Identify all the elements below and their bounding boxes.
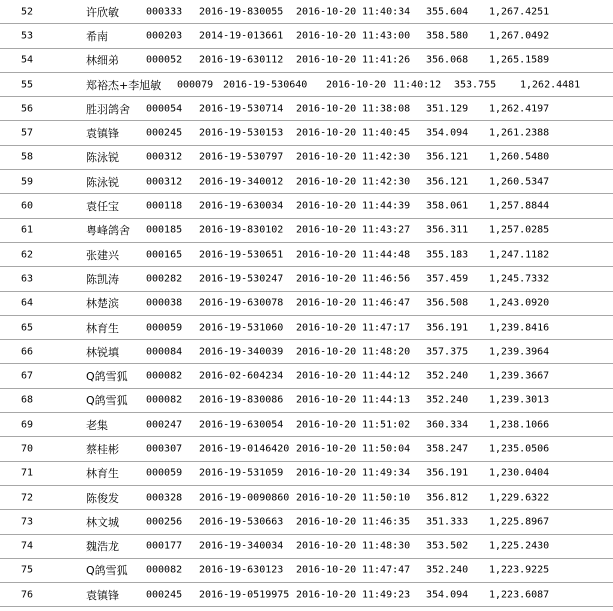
rank-cell: 70 (21, 443, 34, 455)
member-id-cell: 000079 (177, 79, 214, 91)
speed-cell: 1,238.1066 (489, 419, 550, 431)
speed-cell: 1,261.2388 (489, 127, 550, 139)
arrival-date-cell: 2016-10-20 (296, 394, 357, 406)
speed-cell: 1,265.1589 (489, 54, 550, 66)
owner-name-cell: 郑裕杰+李旭敏 (86, 78, 162, 92)
ring-number-cell: 2016-19-530651 (199, 249, 284, 261)
member-id-cell: 000307 (146, 443, 183, 455)
arrival-date-cell: 2016-10-20 (296, 467, 357, 479)
table-row (0, 535, 613, 559)
distance-cell: 356.121 (426, 176, 469, 188)
member-id-cell: 000203 (146, 30, 183, 42)
member-id-cell: 000165 (146, 249, 183, 261)
speed-cell: 1,260.5347 (489, 176, 550, 188)
owner-name-cell: 老集 (86, 418, 108, 432)
arrival-time-cell: 11:49:34 (362, 467, 411, 479)
arrival-time-cell: 11:49:23 (362, 589, 411, 601)
member-id-cell: 000052 (146, 54, 183, 66)
distance-cell: 358.061 (426, 200, 469, 212)
member-id-cell: 000118 (146, 200, 183, 212)
arrival-date-cell: 2016-10-20 (296, 151, 357, 163)
table-row (0, 267, 613, 291)
member-id-cell: 000084 (146, 346, 183, 358)
arrival-time-cell: 11:44:48 (362, 249, 411, 261)
arrival-time-cell: 11:50:04 (362, 443, 411, 455)
distance-cell: 356.311 (426, 224, 469, 236)
member-id-cell: 000185 (146, 224, 183, 236)
speed-cell: 1,247.1182 (489, 249, 550, 261)
table-row (0, 486, 613, 510)
owner-name-cell: 许欣敏 (86, 5, 119, 19)
owner-name-cell: 林文城 (86, 515, 119, 529)
ring-number-cell: 2016-19-340012 (199, 176, 284, 188)
speed-cell: 1,225.2430 (489, 540, 550, 552)
rank-cell: 63 (21, 273, 34, 285)
table-row (0, 243, 613, 267)
arrival-date-cell: 2016-10-20 (296, 564, 357, 576)
member-id-cell: 000245 (146, 127, 183, 139)
table-row (0, 340, 613, 364)
rank-cell: 59 (21, 176, 34, 188)
speed-cell: 1,223.9225 (489, 564, 550, 576)
arrival-time-cell: 11:44:13 (362, 394, 411, 406)
rank-cell: 60 (21, 200, 34, 212)
rank-cell: 61 (21, 224, 34, 236)
arrival-time-cell: 11:50:10 (362, 492, 411, 504)
rank-cell: 66 (21, 346, 34, 358)
speed-cell: 1,229.6322 (489, 492, 550, 504)
table-row (0, 364, 613, 388)
distance-cell: 356.121 (426, 151, 469, 163)
ring-number-cell: 2016-19-830086 (199, 394, 284, 406)
arrival-date-cell: 2016-10-20 (296, 589, 357, 601)
ring-number-cell: 2016-02-604234 (199, 370, 284, 382)
arrival-date-cell: 2016-10-20 (296, 492, 357, 504)
distance-cell: 356.191 (426, 467, 469, 479)
distance-cell: 354.094 (426, 127, 469, 139)
arrival-time-cell: 11:42:30 (362, 176, 411, 188)
table-row (0, 437, 613, 461)
speed-cell: 1,257.8844 (489, 200, 550, 212)
speed-cell: 1,267.0492 (489, 30, 550, 42)
speed-cell: 1,257.0285 (489, 224, 550, 236)
arrival-date-cell: 2016-10-20 (296, 419, 357, 431)
arrival-time-cell: 11:48:30 (362, 540, 411, 552)
ring-number-cell: 2016-19-530247 (199, 273, 284, 285)
ring-number-cell: 2016-19-630054 (199, 419, 284, 431)
rank-cell: 76 (21, 589, 34, 601)
arrival-time-cell: 11:46:35 (362, 516, 411, 528)
member-id-cell: 000082 (146, 370, 183, 382)
distance-cell: 356.068 (426, 54, 469, 66)
arrival-time-cell: 11:47:47 (362, 564, 411, 576)
arrival-time-cell: 11:40:12 (393, 79, 442, 91)
member-id-cell: 000059 (146, 467, 183, 479)
ring-number-cell: 2016-19-531060 (199, 322, 284, 333)
owner-name-cell: 林楚滨 (86, 297, 119, 311)
distance-cell: 353.502 (426, 540, 469, 552)
rank-cell: 72 (21, 492, 34, 504)
ring-number-cell: 2016-19-530663 (199, 516, 284, 528)
member-id-cell: 000312 (146, 151, 183, 163)
ring-number-cell: 2016-19-531059 (199, 467, 284, 479)
rank-cell: 69 (21, 419, 34, 431)
ring-number-cell: 2016-19-0146420 (199, 443, 290, 455)
table-row (0, 146, 613, 170)
distance-cell: 355.604 (426, 6, 469, 18)
speed-cell: 1,267.4251 (489, 6, 550, 18)
arrival-time-cell: 11:41:26 (362, 54, 411, 66)
speed-cell: 1,262.4197 (489, 103, 550, 115)
speed-cell: 1,243.0920 (489, 297, 550, 309)
arrival-time-cell: 11:43:00 (362, 30, 411, 42)
table-row (0, 316, 613, 340)
table-row (0, 73, 613, 97)
ring-number-cell: 2014-19-013661 (199, 30, 284, 42)
member-id-cell: 000312 (146, 176, 183, 188)
distance-cell: 360.334 (426, 419, 469, 431)
distance-cell: 354.094 (426, 589, 469, 601)
rank-cell: 75 (21, 564, 34, 576)
distance-cell: 356.508 (426, 297, 469, 309)
speed-cell: 1,262.4481 (520, 79, 581, 91)
arrival-date-cell: 2016-10-20 (296, 200, 357, 212)
arrival-time-cell: 11:51:02 (362, 419, 411, 431)
ring-number-cell: 2016-19-340039 (199, 346, 284, 358)
distance-cell: 352.240 (426, 394, 469, 406)
rank-cell: 57 (21, 127, 34, 139)
owner-name-cell: 希南 (86, 29, 108, 43)
speed-cell: 1,230.0404 (489, 467, 550, 479)
rank-cell: 54 (21, 54, 34, 66)
member-id-cell: 000082 (146, 394, 183, 406)
distance-cell: 353.755 (454, 79, 497, 91)
speed-cell: 1,239.8416 (489, 322, 550, 333)
arrival-date-cell: 2016-10-20 (296, 224, 357, 236)
owner-name-cell: 林锐填 (86, 345, 119, 359)
arrival-time-cell: 11:38:08 (362, 103, 411, 115)
rank-cell: 58 (21, 151, 34, 163)
speed-cell: 1,239.3013 (489, 394, 550, 406)
owner-name-cell: 林细弟 (86, 54, 119, 68)
distance-cell: 357.459 (426, 273, 469, 285)
ring-number-cell: 2016-19-530153 (199, 127, 284, 139)
owner-name-cell: 陈俊发 (86, 491, 119, 505)
table-row (0, 510, 613, 534)
table-row (0, 24, 613, 48)
owner-name-cell: Q鸽雪狐 (86, 394, 128, 408)
arrival-date-cell: 2016-10-20 (326, 79, 387, 91)
arrival-date-cell: 2016-10-20 (296, 6, 357, 18)
speed-cell: 1,245.7332 (489, 273, 550, 285)
arrival-date-cell: 2016-10-20 (296, 30, 357, 42)
table-row (0, 49, 613, 73)
ring-number-cell: 2016-19-830102 (199, 224, 284, 236)
table-row (0, 0, 613, 24)
arrival-time-cell: 11:48:20 (362, 346, 411, 358)
arrival-time-cell: 11:44:12 (362, 370, 411, 382)
distance-cell: 358.247 (426, 443, 469, 455)
owner-name-cell: 魏浩龙 (86, 540, 119, 554)
owner-name-cell: 陈泳锐 (86, 175, 119, 189)
rank-cell: 67 (21, 370, 34, 382)
owner-name-cell: 蔡桂彬 (86, 442, 119, 456)
ring-number-cell: 2016-19-340034 (199, 540, 284, 552)
arrival-date-cell: 2016-10-20 (296, 516, 357, 528)
rank-cell: 74 (21, 540, 34, 552)
ring-number-cell: 2016-19-530640 (223, 79, 308, 91)
distance-cell: 356.191 (426, 322, 469, 333)
ring-number-cell: 2016-19-630078 (199, 297, 284, 309)
rank-cell: 62 (21, 249, 34, 261)
owner-name-cell: 袁镇锋 (86, 127, 119, 141)
member-id-cell: 000256 (146, 516, 183, 528)
arrival-date-cell: 2016-10-20 (296, 249, 357, 261)
distance-cell: 351.129 (426, 103, 469, 115)
table-row (0, 170, 613, 194)
member-id-cell: 000328 (146, 492, 183, 504)
table-row (0, 462, 613, 486)
rank-cell: 52 (21, 6, 34, 18)
member-id-cell: 000082 (146, 564, 183, 576)
owner-name-cell: 袁任宝 (86, 200, 119, 214)
member-id-cell: 000059 (146, 322, 183, 333)
speed-cell: 1,260.5480 (489, 151, 550, 163)
member-id-cell: 000245 (146, 589, 183, 601)
distance-cell: 352.240 (426, 370, 469, 382)
rank-cell: 53 (21, 30, 34, 42)
speed-cell: 1,235.0506 (489, 443, 550, 455)
arrival-date-cell: 2016-10-20 (296, 176, 357, 188)
arrival-time-cell: 11:44:39 (362, 200, 411, 212)
member-id-cell: 000038 (146, 297, 183, 309)
table-row (0, 559, 613, 583)
arrival-time-cell: 11:46:47 (362, 297, 411, 309)
arrival-date-cell: 2016-10-20 (296, 370, 357, 382)
table-row (0, 389, 613, 413)
member-id-cell: 000333 (146, 6, 183, 18)
distance-cell: 355.183 (426, 249, 469, 261)
table-row (0, 583, 613, 607)
table-row (0, 292, 613, 316)
member-id-cell: 000282 (146, 273, 183, 285)
arrival-time-cell: 11:46:56 (362, 273, 411, 285)
speed-cell: 1,239.3964 (489, 346, 550, 358)
arrival-date-cell: 2016-10-20 (296, 346, 357, 358)
arrival-date-cell: 2016-10-20 (296, 103, 357, 115)
distance-cell: 358.580 (426, 30, 469, 42)
distance-cell: 357.375 (426, 346, 469, 358)
speed-cell: 1,223.6087 (489, 589, 550, 601)
ring-number-cell: 2016-19-530797 (199, 151, 284, 163)
ring-number-cell: 2016-19-630034 (199, 200, 284, 212)
member-id-cell: 000054 (146, 103, 183, 115)
table-row (0, 219, 613, 243)
rank-cell: 65 (21, 322, 34, 333)
table-row (0, 194, 613, 218)
arrival-date-cell: 2016-10-20 (296, 127, 357, 139)
arrival-time-cell: 11:40:34 (362, 6, 411, 18)
arrival-date-cell: 2016-10-20 (296, 54, 357, 66)
rank-cell: 64 (21, 297, 34, 309)
speed-cell: 1,239.3667 (489, 370, 550, 382)
owner-name-cell: 张建兴 (86, 248, 119, 262)
arrival-date-cell: 2016-10-20 (296, 322, 357, 333)
member-id-cell: 000247 (146, 419, 183, 431)
ring-number-cell: 2016-19-530714 (199, 103, 284, 115)
owner-name-cell: Q鸽雪狐 (86, 370, 128, 384)
arrival-time-cell: 11:47:17 (362, 322, 411, 333)
owner-name-cell: 林育生 (86, 321, 119, 335)
ring-number-cell: 2016-19-0519975 (199, 589, 290, 601)
speed-cell: 1,225.8967 (489, 516, 550, 528)
owner-name-cell: 胜羽鸽舍 (86, 102, 130, 116)
table-row (0, 413, 613, 437)
arrival-date-cell: 2016-10-20 (296, 297, 357, 309)
table-row (0, 121, 613, 145)
ring-number-cell: 2016-19-830055 (199, 6, 284, 18)
ring-number-cell: 2016-19-0090860 (199, 492, 290, 504)
rank-cell: 71 (21, 467, 34, 479)
arrival-date-cell: 2016-10-20 (296, 443, 357, 455)
ring-number-cell: 2016-19-630112 (199, 54, 284, 66)
arrival-date-cell: 2016-10-20 (296, 540, 357, 552)
arrival-time-cell: 11:42:30 (362, 151, 411, 163)
owner-name-cell: 粤峰鸽舍 (86, 224, 130, 238)
owner-name-cell: 林育生 (86, 467, 119, 481)
owner-name-cell: 袁镇锋 (86, 588, 119, 602)
owner-name-cell: 陈凯涛 (86, 272, 119, 286)
rank-cell: 68 (21, 394, 34, 406)
rank-cell: 55 (21, 79, 34, 91)
distance-cell: 356.812 (426, 492, 469, 504)
owner-name-cell: 陈泳锐 (86, 151, 119, 165)
member-id-cell: 000177 (146, 540, 183, 552)
arrival-time-cell: 11:40:45 (362, 127, 411, 139)
arrival-date-cell: 2016-10-20 (296, 273, 357, 285)
table-row (0, 97, 613, 121)
distance-cell: 352.240 (426, 564, 469, 576)
arrival-time-cell: 11:43:27 (362, 224, 411, 236)
owner-name-cell: Q鸽雪狐 (86, 564, 128, 578)
distance-cell: 351.333 (426, 516, 469, 528)
rank-cell: 56 (21, 103, 34, 115)
ring-number-cell: 2016-19-630123 (199, 564, 284, 576)
rank-cell: 73 (21, 516, 34, 528)
